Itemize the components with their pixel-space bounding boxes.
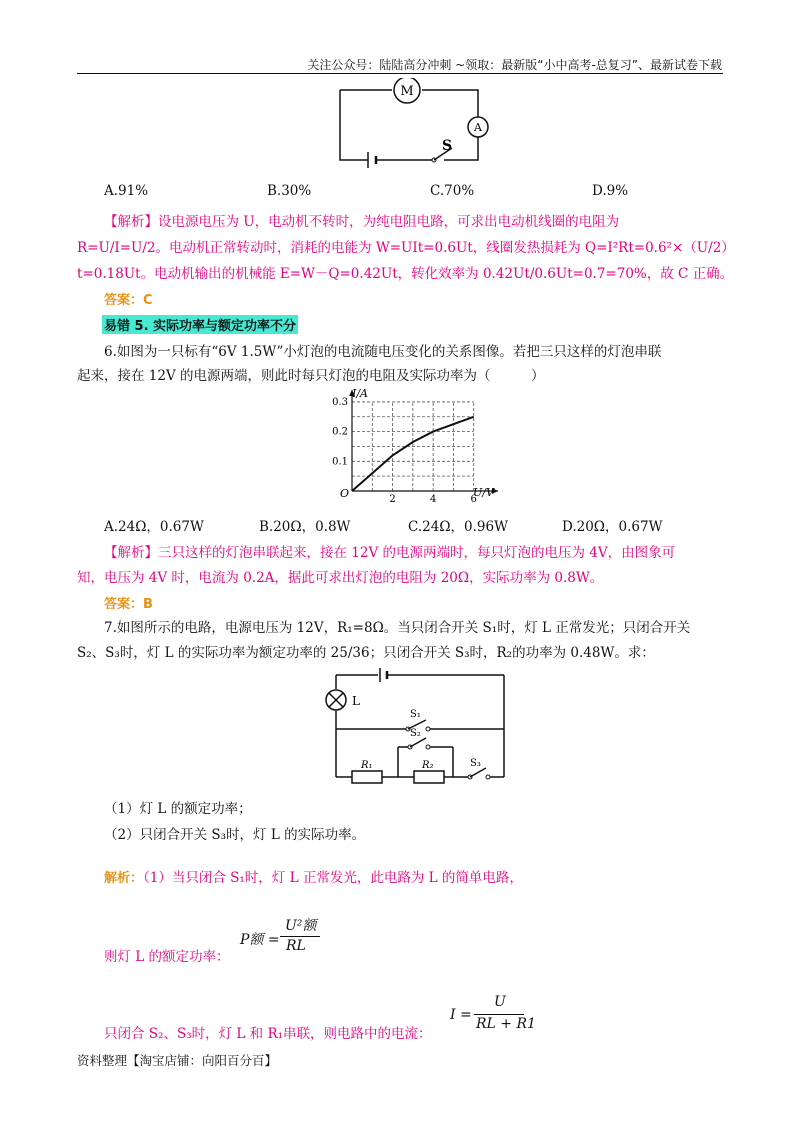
q7-sub2: （2）只闭合开关 S₃时，灯 L 的实际功率。 (104, 827, 366, 843)
solution-step1: （1）当只闭合 S₁时，灯 L 正常发光，此电路为 L 的简单电路， (143, 870, 523, 886)
formula2-den: RL + R1 (476, 1016, 536, 1032)
page-footer: 资料整理【淘宝店铺：向阳百分百】 (77, 1053, 278, 1068)
q6-stem-line1: 6.如图为一只标有“6V 1.5W”小灯泡的电流随电压变化的关系图像。若把三只这样的灯泡串联 (104, 344, 662, 360)
q5-analysis-line2: R=U/I=U/2。电动机正常转动时，消耗的电能为 W=UIt=0.6Ut，线圈发热损耗为 Q=I²Rt=0.6²×（U/2） (77, 240, 735, 256)
q6-option-b: B.20Ω，0.8W (259, 519, 351, 535)
q6-stem-line2: 起来，接在 12V 的电源两端，则此时每只灯泡的电阻及实际功率为（ ） (77, 368, 545, 384)
r2-label: R₂ (422, 760, 434, 771)
q5-option-d: D.9% (592, 183, 629, 199)
motor-label: M (400, 84, 414, 99)
switch-label: S (442, 138, 453, 154)
lamp-circuit-diagram (318, 665, 514, 785)
y-axis-label: I/A (352, 387, 368, 400)
formula1-lhs: P额 = (240, 932, 280, 948)
q5-analysis-line1: 【解析】设电源电压为 U，电动机不转时，为纯电阻电路，可求出电动机线圈的电阻为 (104, 214, 620, 230)
rated-power-text: 则灯 L 的额定功率： (104, 949, 230, 965)
lamp-label: L (352, 694, 360, 708)
r2-resistor (414, 771, 444, 783)
q6-analysis-line2: 知，电压为 4V 时，电流为 0.2A，据此可求出灯泡的电阻为 20Ω，实际功率为 0.8W。 (77, 570, 604, 586)
q6-option-d: D.20Ω，0.67W (562, 519, 663, 535)
section-title: 易错 5. 实际功率与额定功率不分 (102, 315, 298, 334)
formula1-den: RL (286, 938, 306, 954)
q5-option-b: B.30% (267, 183, 312, 199)
formula1-num: U²额 (285, 918, 317, 934)
q7-sub1: （1）灯 L 的额定功率； (104, 801, 252, 817)
q7-stem-line2: S₂、S₃时，灯 L 的实际功率为额定功率的 25/36；只闭合开关 S₃时，R₂的功率为 0.48W。求： (77, 645, 655, 661)
q6-analysis-line1: 【解析】三只这样的灯泡串联起来，接在 12V 的电源两端时，每只灯泡的电压为 4V，由图象可 (104, 545, 676, 561)
q6-option-a: A.24Ω，0.67W (104, 519, 204, 535)
q6-answer: 答案：B (104, 597, 153, 612)
q7-solution-line1 (104, 866, 523, 886)
y-tick-label: 0.2 (332, 426, 348, 438)
y-tick-label: 0.1 (332, 456, 348, 468)
q6-option-c: C.24Ω，0.96W (408, 519, 508, 535)
x-tick-label: 2 (389, 494, 396, 503)
s3-label: S₃ (470, 758, 481, 769)
iu-chart (325, 383, 505, 503)
q5-option-a: A.91% (104, 183, 149, 199)
q7-stem-line1: 7.如图所示的电路，电源电压为 12V，R₁=8Ω。当只闭合开关 S₁时，灯 L 正常发光；只闭合开关 (104, 620, 691, 636)
x-tick-label: 6 (470, 494, 477, 503)
s2-label: S₂ (410, 728, 421, 739)
formula2-lhs: I = (450, 1007, 472, 1023)
header-divider (77, 73, 723, 74)
formula2-num: U (494, 994, 506, 1010)
solution-label: 解析： (104, 871, 144, 886)
q5-option-c: C.70% (430, 183, 475, 199)
r1-resistor (352, 771, 382, 783)
q5-analysis-line3: t=0.18Ut。电动机输出的机械能 E=W－Q=0.42Ut，转化效率为 0.42Ut/0.6Ut=0.7=70%，故 C 正确。 (77, 266, 734, 282)
r1-label: R₁ (361, 760, 373, 771)
motor-circuit-diagram (330, 78, 500, 170)
x-tick-label: 4 (429, 494, 437, 503)
current-text: 只闭合 S₂、S₃时，灯 L 和 R₁串联，则电路中的电流： (104, 1026, 432, 1042)
origin-label: O (340, 487, 350, 500)
y-tick-label: 0.3 (332, 396, 348, 408)
s1-label: S₁ (410, 709, 421, 720)
x-axis-label: U/V (473, 486, 494, 499)
ammeter-label: A (474, 121, 482, 134)
page-header: 关注公众号：陆陆高分冲刺 ~领取：最新版“小中高考-总复习”、最新试卷下载 (307, 58, 722, 72)
q5-answer: 答案：C (104, 293, 153, 308)
